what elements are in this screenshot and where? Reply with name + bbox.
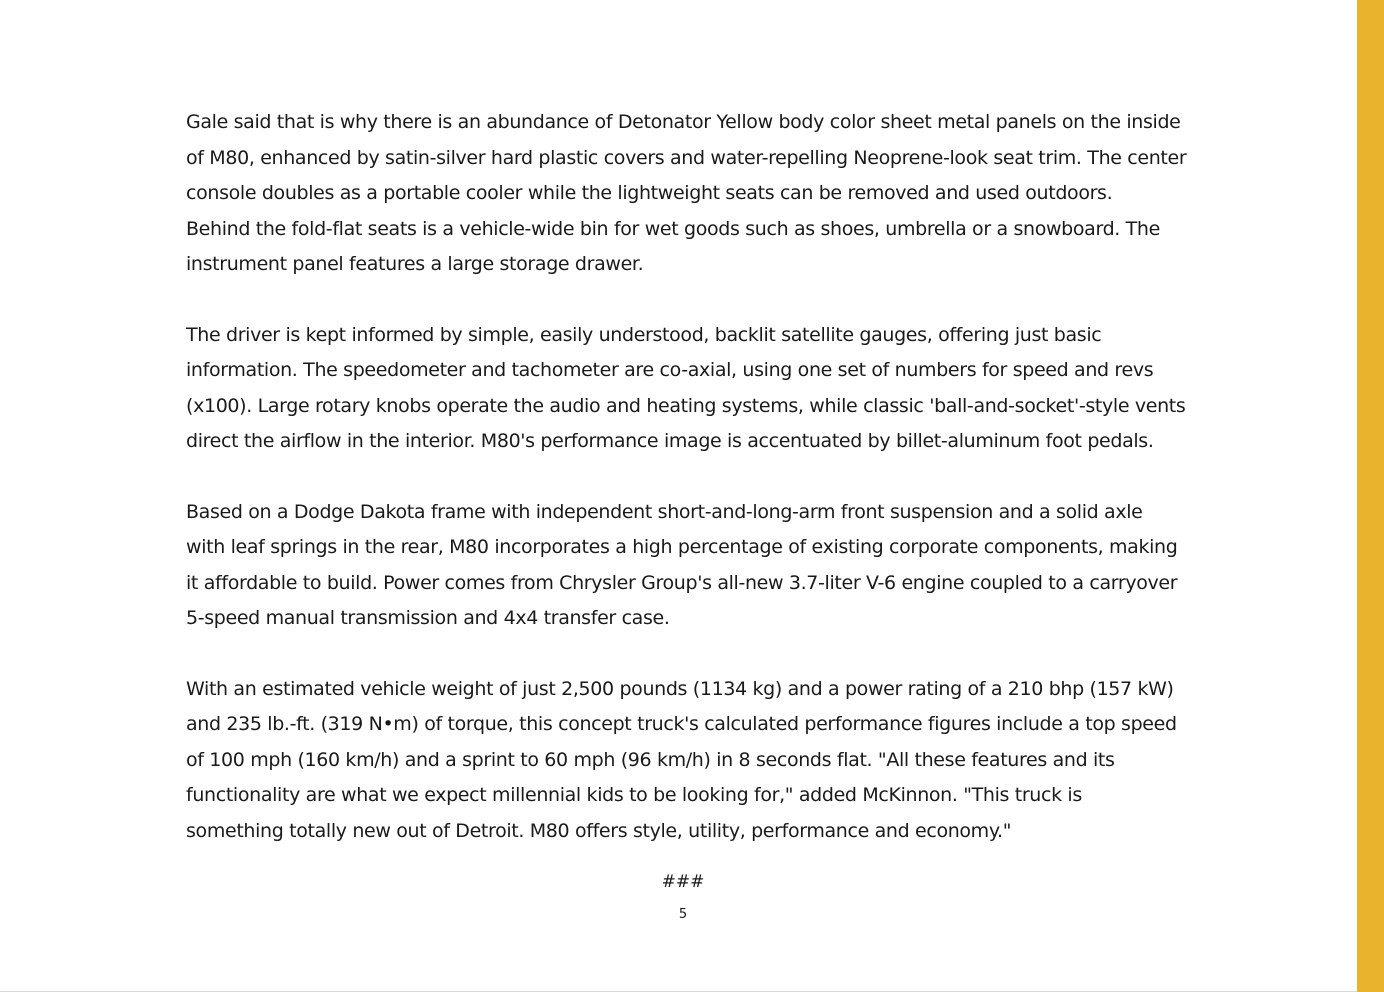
end-mark: ### bbox=[661, 872, 705, 892]
text-line: 5-speed manual transmission and 4x4 transfer case. bbox=[186, 607, 670, 629]
text-line: Behind the fold-flat seats is a vehicle-wide bin for wet goods such as shoes, umbrella or a snowboard. The bbox=[186, 217, 1160, 240]
text-line: functionality are what we expect millennial kids to be looking for," added McKinnon. "This truck is bbox=[186, 784, 1082, 806]
text-line: direct the airflow in the interior. M80's performance image is accentuated by billet-aluminum foot pedals. bbox=[186, 430, 1154, 452]
paragraph-interior bbox=[186, 105, 1190, 283]
text-line: of 100 mph (160 km/h) and a sprint to 60 mph (96 km/h) in 8 seconds flat. "All these features and its bbox=[186, 748, 1115, 771]
text-line: of M80, enhanced by satin-silver hard plastic covers and water-repelling Neoprene-look seat trim. The center bbox=[186, 146, 1187, 169]
text-line: With an estimated vehicle weight of just 2,500 pounds (1134 kg) and a power rating of a 210 bhp (157 kW) bbox=[186, 677, 1174, 700]
text-line: and 235 lb.-ft. (319 N•m) of torque, this concept truck's calculated performance figures include a top speed bbox=[186, 713, 1177, 735]
text-line: information. The speedometer and tachometer are co-axial, using one set of numbers for speed and revs bbox=[186, 359, 1154, 381]
body-text bbox=[186, 105, 1190, 884]
text-line: The driver is kept informed by simple, easily understood, backlit satellite gauges, offering just basic bbox=[186, 323, 1102, 346]
text-line: instrument panel features a large storage drawer. bbox=[186, 253, 644, 275]
text-line: with leaf springs in the rear, M80 incorporates a high percentage of existing corporate components, making bbox=[186, 536, 1178, 558]
paragraph-gauges bbox=[186, 318, 1190, 460]
text-line: console doubles as a portable cooler while the lightweight seats can be removed and used outdoors. bbox=[186, 182, 1113, 204]
text-line: Based on a Dodge Dakota frame with independent short-and-long-arm front suspension and a solid axle bbox=[186, 500, 1143, 523]
page-number: 5 bbox=[678, 907, 688, 922]
text-line: something totally new out of Detroit. M80 offers style, utility, performance and economy." bbox=[186, 819, 1012, 842]
paragraph-chassis bbox=[186, 495, 1190, 637]
text-line: Gale said that is why there is an abundance of Detonator Yellow body color sheet metal panels on the inside bbox=[186, 111, 1181, 133]
text-line: (x100). Large rotary knobs operate the audio and heating systems, while classic 'ball-and-socket'-style vents bbox=[186, 394, 1186, 417]
text-line: it affordable to build. Power comes from Chrysler Group's all-new 3.7-liter V-6 engine coupled to a carryover bbox=[186, 571, 1178, 594]
paragraph-performance bbox=[186, 672, 1190, 850]
yellow-edge-strip bbox=[1357, 0, 1384, 992]
